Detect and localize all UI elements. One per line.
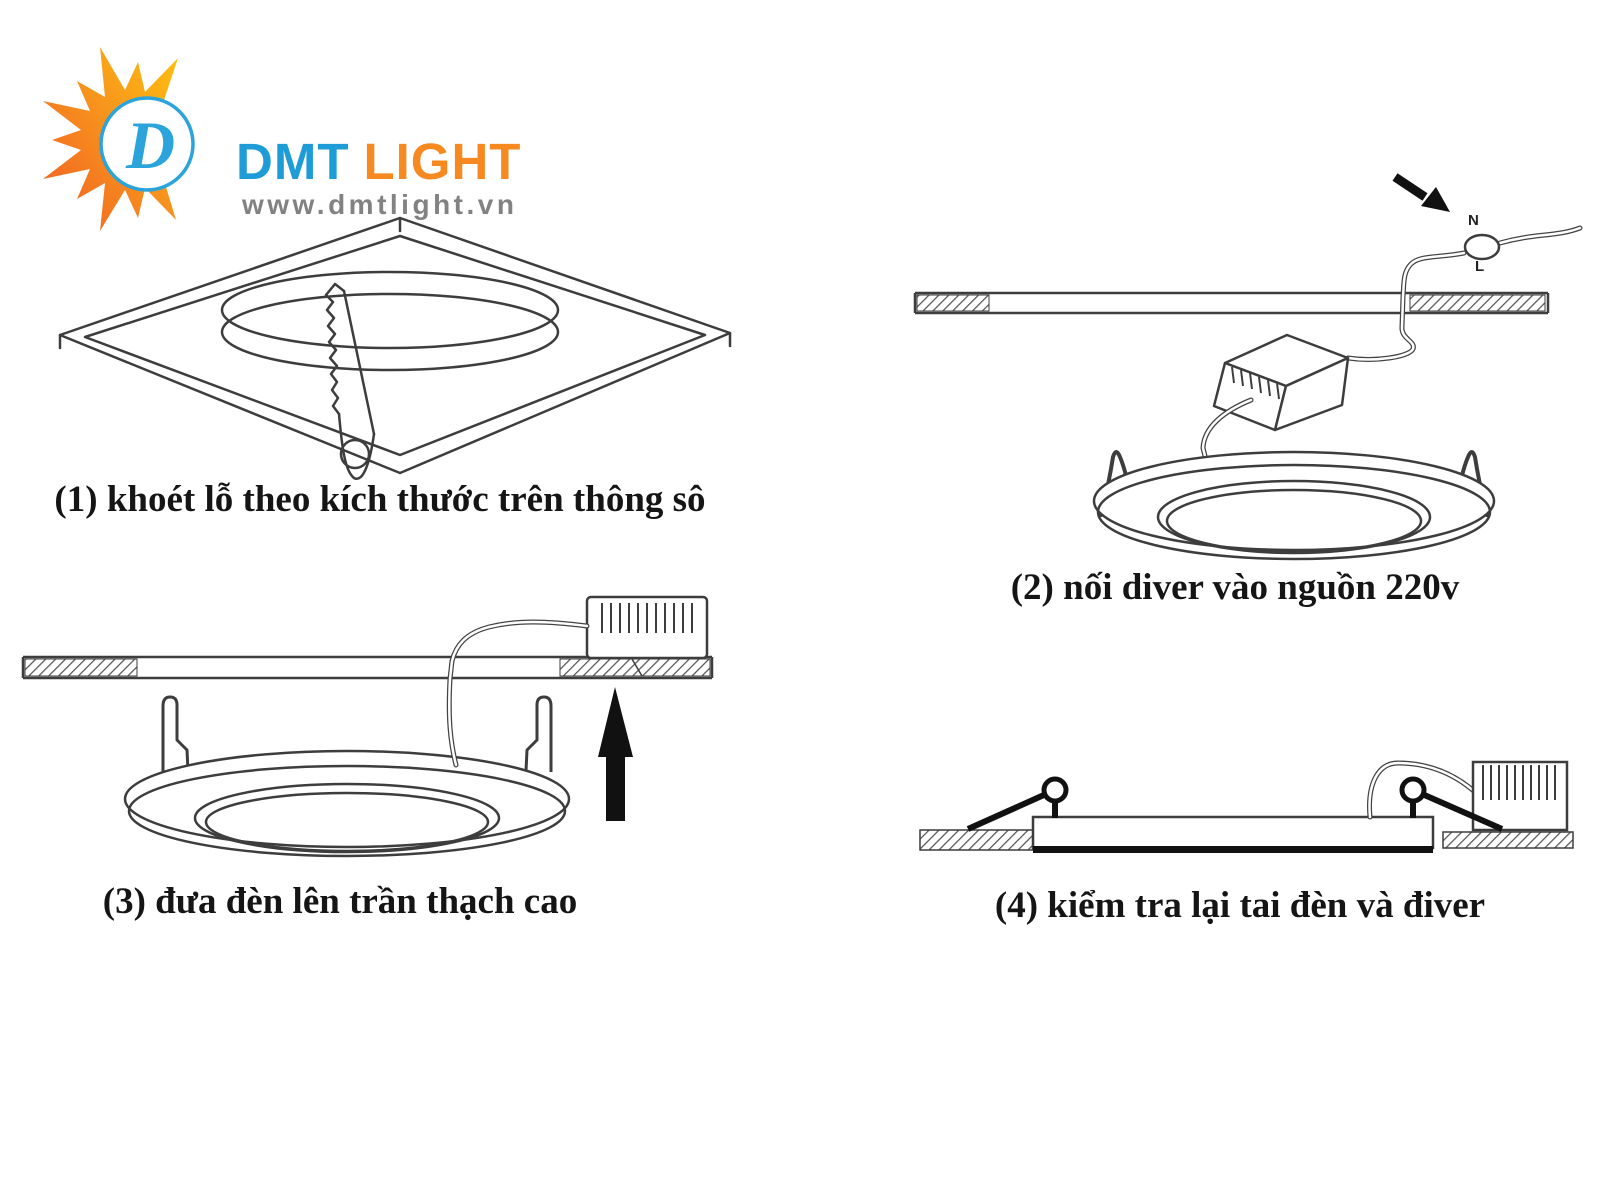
ceiling-section [915,293,1548,313]
ceiling-tile [60,218,730,473]
driver-to-lamp-wire [449,622,587,765]
label-line: L [1475,258,1485,275]
downlight [1094,452,1494,559]
keyhole-saw-icon [326,284,374,479]
figure-step1-illustration [40,205,745,485]
caption-step4: (4) kiểm tra lại tai đèn và điver [994,885,1486,926]
figure-step2-illustration [880,165,1590,565]
downlight [125,751,569,856]
figure-step3-illustration [20,575,730,870]
d-monogram: D [126,107,176,183]
caption-step1: (1) khoét lỗ theo kích thước trên thông sô [54,479,706,520]
ceiling-section [23,657,712,678]
label-neutral: N [1468,212,1479,229]
figure-step4-illustration [890,700,1590,870]
brand-name [236,132,521,191]
caption-step3: (3) đưa đèn lên trần thạch cao [102,881,578,922]
website-url: www.dmtlight.vn [242,189,518,220]
driver-box [587,597,707,658]
driver-box [1214,335,1348,430]
cut-hole [222,272,558,370]
brand-light: LIGHT [363,133,522,190]
caption-step2: (2) nối diver vào nguồn 220v [1010,567,1460,608]
brand-dmt: DMT [236,133,350,190]
wire-junction [1465,235,1499,259]
down-right-arrow-icon [1395,177,1450,212]
panel-light [1033,817,1433,853]
up-arrow-icon [598,687,633,821]
